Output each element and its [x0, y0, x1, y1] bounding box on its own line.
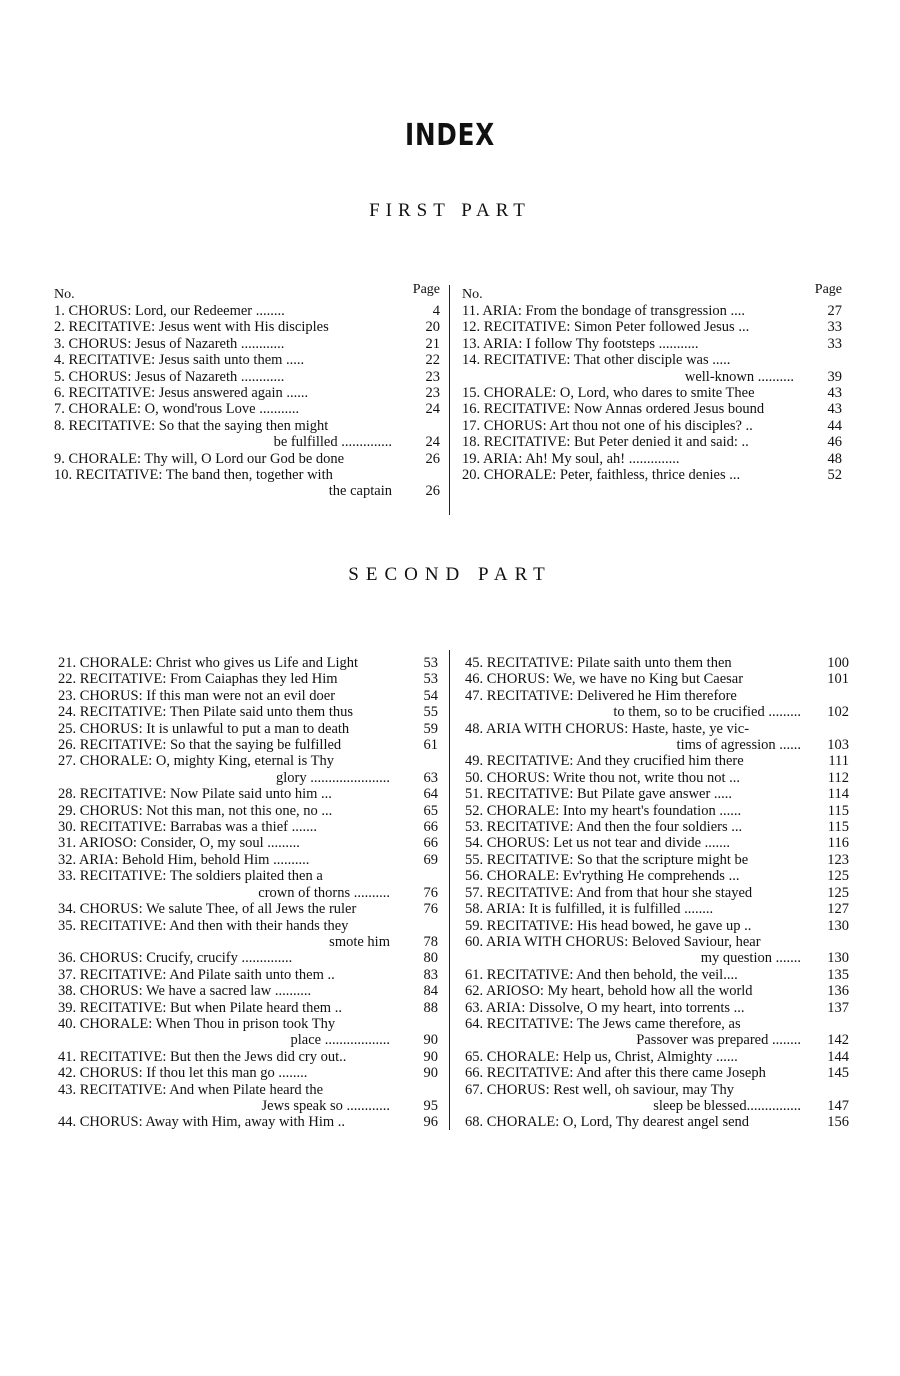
entry-title: 22. RECITATIVE: From Caiaphas they led Him	[58, 671, 338, 688]
entry-page-number: 66	[423, 835, 438, 852]
entry-title: 67. CHORUS: Rest well, oh saviour, may Thy	[465, 1081, 735, 1098]
entry-title: 9. CHORALE: Thy will, O Lord our God be done	[54, 450, 345, 467]
entry-page-number: 53	[423, 655, 438, 671]
index-entry	[462, 319, 842, 335]
entry-title: 5. CHORUS: Jesus of Nazareth ............	[54, 368, 285, 385]
index-entry	[58, 737, 438, 753]
index-entry	[58, 852, 438, 868]
entry-title: 37. RECITATIVE: And Pilate saith unto them ..	[58, 966, 335, 983]
entry-page-number: 103	[827, 737, 849, 754]
entry-title: 34. CHORUS: We salute Thee, of all Jews the ruler	[58, 901, 357, 918]
entry-page-number: 39	[827, 368, 842, 385]
index-entry	[465, 1114, 849, 1130]
entry-title: 68. CHORALE: O, Lord, Thy dearest angel send	[465, 1114, 750, 1131]
entry-title: 41. RECITATIVE: But then the Jews did cry out..	[58, 1048, 347, 1065]
entry-page-number: 80	[423, 950, 438, 967]
index-entry	[58, 1082, 438, 1115]
first-part-divider	[449, 285, 450, 515]
entry-title: 31. ARIOSO: Consider, O, my soul .........	[58, 835, 300, 852]
entry-page-number: 95	[423, 1097, 438, 1114]
index-entry	[54, 303, 440, 319]
entry-page-number: 127	[827, 901, 849, 918]
index-entry	[58, 688, 438, 704]
entry-title: 12. RECITATIVE: Simon Peter followed Jesus ...	[462, 319, 750, 336]
entry-page-number: 76	[423, 884, 438, 901]
entry-page-number: 21	[425, 335, 440, 352]
entry-title: 42. CHORUS: If thou let this man go ........	[58, 1065, 308, 1082]
entry-page-number: 102	[827, 704, 849, 721]
entry-title: 4. RECITATIVE: Jesus saith unto them .....	[54, 352, 305, 369]
entry-title: 39. RECITATIVE: But when Pilate heard them ..	[58, 999, 342, 1016]
entry-page-number: 136	[827, 983, 849, 1000]
entry-title: 53. RECITATIVE: And then the four soldiers ...	[465, 819, 743, 836]
entry-title: 24. RECITATIVE: Then Pilate said unto them thus	[58, 704, 353, 721]
index-entry	[465, 770, 849, 786]
entry-page-number: 26	[425, 450, 440, 467]
index-entry	[58, 819, 438, 835]
index-entry	[465, 671, 849, 687]
index-entry	[465, 967, 849, 983]
entry-page-number: 114	[827, 786, 849, 803]
entry-page-number: 84	[423, 983, 438, 1000]
index-entry	[465, 655, 849, 671]
entry-page-number: 69	[423, 851, 438, 868]
entry-page-number: 4	[432, 303, 440, 319]
entry-page-number: 135	[827, 966, 849, 983]
entry-page-number: 33	[827, 335, 842, 352]
entry-title-continuation: glory ......................	[276, 769, 390, 786]
entry-title: 23. CHORUS: If this man were not an evil doer	[58, 687, 336, 704]
entry-title: 55. RECITATIVE: So that the scripture might be	[465, 851, 749, 868]
index-entry	[54, 418, 440, 451]
index-entry	[58, 786, 438, 802]
entry-title: 57. RECITATIVE: And from that hour she stayed	[465, 884, 753, 901]
page-label: Page	[412, 282, 440, 297]
entry-title-continuation: be fulfilled ..............	[273, 434, 392, 451]
index-entry	[465, 885, 849, 901]
entry-page-number: 125	[827, 868, 849, 885]
entry-title: 36. CHORUS: Crucify, crucify ..............	[58, 950, 293, 967]
entry-title-continuation: my question .......	[700, 950, 801, 967]
index-entry	[465, 753, 849, 769]
entry-page-number: 147	[827, 1097, 849, 1114]
entry-page-number: 130	[827, 917, 849, 934]
index-entry	[54, 336, 440, 352]
entry-title: 21. CHORALE: Christ who gives us Life and Light	[58, 655, 359, 671]
entry-title: 33. RECITATIVE: The soldiers plaited then a	[58, 868, 323, 885]
page-label: Page	[814, 282, 842, 297]
entry-page-number: 115	[827, 802, 849, 819]
second-part-left-column	[58, 655, 438, 1131]
entry-title-continuation: the captain	[328, 483, 392, 500]
entry-title: 29. CHORUS: Not this man, not this one, no ...	[58, 802, 333, 819]
index-entry	[54, 401, 440, 417]
index-entry	[465, 688, 849, 721]
first-part-right-column	[462, 282, 842, 484]
index-entry	[54, 352, 440, 368]
index-entry	[58, 655, 438, 671]
entry-title: 18. RECITATIVE: But Peter denied it and said: ..	[462, 434, 749, 451]
entry-title: 44. CHORUS: Away with Him, away with Him ..	[58, 1114, 346, 1131]
entry-title: 3. CHORUS: Jesus of Nazareth ............	[54, 335, 285, 352]
entry-title-continuation: well-known ..........	[684, 368, 794, 385]
entry-title: 61. RECITATIVE: And then behold, the veil....	[465, 966, 738, 983]
index-entry	[462, 434, 842, 450]
entry-page-number: 65	[423, 802, 438, 819]
index-entry	[58, 1016, 438, 1049]
column-header	[462, 282, 842, 303]
entry-title: 13. ARIA: I follow Thy footsteps ...........	[462, 335, 699, 352]
first-part-left-column	[54, 282, 440, 500]
entry-page-number: 23	[425, 368, 440, 385]
entry-title: 16. RECITATIVE: Now Annas ordered Jesus bound	[462, 401, 765, 418]
index-entry	[465, 786, 849, 802]
index-entry	[462, 467, 842, 483]
entry-title-continuation: Jews speak so ............	[261, 1097, 390, 1114]
index-entry	[465, 983, 849, 999]
index-entry	[58, 983, 438, 999]
entry-title: 59. RECITATIVE: His head bowed, he gave up ..	[465, 917, 752, 934]
index-entry	[465, 901, 849, 917]
index-entry	[58, 835, 438, 851]
entry-title: 10. RECITATIVE: The band then, together with	[54, 467, 333, 484]
second-part-right-column	[465, 655, 849, 1131]
entry-page-number: 76	[423, 901, 438, 918]
index-entry	[58, 1000, 438, 1016]
index-entry	[58, 901, 438, 917]
index-entry	[465, 918, 849, 934]
entry-title: 56. CHORALE: Ev'rything He comprehends ...	[465, 868, 740, 885]
index-entry	[58, 918, 438, 951]
entry-title: 52. CHORALE: Into my heart's foundation ......	[465, 802, 742, 819]
entry-page-number: 88	[423, 999, 438, 1016]
entry-page-number: 123	[827, 851, 849, 868]
entry-title: 8. RECITATIVE: So that the saying then might	[54, 417, 329, 434]
entry-title: 64. RECITATIVE: The Jews came therefore, as	[465, 1015, 741, 1032]
index-entry	[465, 1016, 849, 1049]
entry-title-continuation: sleep be blessed...............	[653, 1097, 801, 1114]
entry-title: 26. RECITATIVE: So that the saying be fulfilled	[58, 737, 342, 754]
entry-title: 62. ARIOSO: My heart, behold how all the world	[465, 983, 753, 1000]
index-entry	[58, 704, 438, 720]
index-entry	[465, 852, 849, 868]
entry-page-number: 52	[827, 467, 842, 484]
entry-page-number: 53	[423, 671, 438, 688]
entry-title-continuation: tims of agression ......	[676, 737, 801, 754]
entry-page-number: 22	[425, 352, 440, 369]
entry-title: 2. RECITATIVE: Jesus went with His disciples	[54, 319, 329, 336]
entry-page-number: 156	[827, 1114, 849, 1131]
entry-page-number: 112	[827, 769, 849, 786]
no-label: No.	[54, 287, 75, 302]
entry-page-number: 101	[827, 671, 849, 688]
entry-title: 54. CHORUS: Let us not tear and divide .......	[465, 835, 731, 852]
entry-page-number: 83	[423, 966, 438, 983]
index-entry	[58, 1065, 438, 1081]
entry-page-number: 24	[425, 434, 440, 451]
entry-title: 60. ARIA WITH CHORUS: Beloved Saviour, hear	[465, 933, 761, 950]
entry-page-number: 145	[827, 1065, 849, 1082]
entry-title: 32. ARIA: Behold Him, behold Him ..........	[58, 851, 310, 868]
index-entry	[465, 803, 849, 819]
index-entry	[58, 950, 438, 966]
entry-page-number: 61	[423, 737, 438, 754]
entry-page-number: 137	[827, 999, 849, 1016]
entry-page-number: 54	[423, 687, 438, 704]
entry-title: 38. CHORUS: We have a sacred law ..........	[58, 983, 312, 1000]
index-entry	[465, 835, 849, 851]
entry-title: 27. CHORALE: O, mighty King, eternal is Thy	[58, 753, 335, 770]
entry-page-number: 55	[423, 704, 438, 721]
index-entry	[462, 385, 842, 401]
index-entry	[58, 967, 438, 983]
index-entry	[58, 1049, 438, 1065]
index-entry	[462, 303, 842, 319]
entry-title: 35. RECITATIVE: And then with their hands they	[58, 917, 349, 934]
index-entry	[54, 319, 440, 335]
index-entry	[465, 868, 849, 884]
entry-title: 43. RECITATIVE: And when Pilate heard the	[58, 1081, 324, 1098]
index-entry	[465, 819, 849, 835]
index-entry	[58, 671, 438, 687]
entry-page-number: 43	[827, 401, 842, 418]
entry-page-number: 90	[423, 1032, 438, 1049]
entry-title: 25. CHORUS: It is unlawful to put a man to death	[58, 720, 350, 737]
index-entry	[465, 1000, 849, 1016]
entry-page-number: 64	[423, 786, 438, 803]
entry-title: 6. RECITATIVE: Jesus answered again ......	[54, 385, 309, 402]
entry-title: 65. CHORALE: Help us, Christ, Almighty ......	[465, 1048, 738, 1065]
entry-page-number: 142	[827, 1032, 849, 1049]
entry-title: 1. CHORUS: Lord, our Redeemer ........	[54, 303, 285, 319]
entry-title-continuation: place ..................	[290, 1032, 390, 1049]
index-entry	[465, 934, 849, 967]
index-entry	[54, 385, 440, 401]
index-entry	[54, 467, 440, 500]
entry-page-number: 20	[425, 319, 440, 336]
entry-title-continuation: crown of thorns ..........	[258, 884, 390, 901]
entry-title: 17. CHORUS: Art thou not one of his disciples? ..	[462, 417, 753, 434]
entry-page-number: 144	[827, 1048, 849, 1065]
entry-title: 49. RECITATIVE: And they crucified him there	[465, 753, 744, 770]
entry-page-number: 24	[425, 401, 440, 418]
entry-page-number: 90	[423, 1048, 438, 1065]
entry-title: 40. CHORALE: When Thou in prison took Thy	[58, 1015, 336, 1032]
entry-title: 14. RECITATIVE: That other disciple was .....	[462, 352, 731, 369]
entry-page-number: 27	[827, 303, 842, 319]
entry-title: 47. RECITATIVE: Delivered he Him therefore	[465, 687, 737, 704]
index-entry	[462, 352, 842, 385]
entry-page-number: 46	[827, 434, 842, 451]
entry-page-number: 90	[423, 1065, 438, 1082]
index-entry	[58, 868, 438, 901]
entry-title: 7. CHORALE: O, wond'rous Love ...........	[54, 401, 300, 418]
entry-page-number: 100	[827, 655, 849, 671]
index-entry	[54, 369, 440, 385]
index-entry	[465, 1082, 849, 1115]
entry-page-number: 111	[828, 753, 849, 770]
entry-title-continuation: smote him	[329, 933, 390, 950]
entry-page-number: 33	[827, 319, 842, 336]
entry-page-number: 66	[423, 819, 438, 836]
entry-title-continuation: to them, so to be crucified .........	[613, 704, 801, 721]
entry-title: 28. RECITATIVE: Now Pilate said unto him ...	[58, 786, 332, 803]
index-entry	[58, 721, 438, 737]
entry-title: 63. ARIA: Dissolve, O my heart, into torrents ...	[465, 999, 745, 1016]
entry-title: 20. CHORALE: Peter, faithless, thrice denies ...	[462, 467, 741, 484]
entry-title-continuation: Passover was prepared ........	[636, 1032, 801, 1049]
entry-title: 50. CHORUS: Write thou not, write thou not ...	[465, 769, 741, 786]
entry-title: 11. ARIA: From the bondage of transgression ....	[462, 303, 745, 319]
entry-title: 51. RECITATIVE: But Pilate gave answer .....	[465, 786, 733, 803]
no-label: No.	[462, 287, 483, 302]
index-title: INDEX	[404, 118, 496, 153]
entry-page-number: 48	[827, 450, 842, 467]
entry-title: 45. RECITATIVE: Pilate saith unto them then	[465, 655, 732, 671]
entry-title: 58. ARIA: It is fulfilled, it is fulfilled ........	[465, 901, 714, 918]
entry-title: 15. CHORALE: O, Lord, who dares to smite Thee	[462, 385, 755, 402]
index-entry	[462, 336, 842, 352]
entry-title: 48. ARIA WITH CHORUS: Haste, haste, ye vic-	[465, 720, 750, 737]
index-entry	[58, 803, 438, 819]
second-part-heading: SECOND PART	[348, 564, 552, 585]
index-entry	[54, 451, 440, 467]
entry-page-number: 43	[827, 385, 842, 402]
index-entry	[465, 1049, 849, 1065]
entry-title: 19. ARIA: Ah! My soul, ah! ..............	[462, 450, 680, 467]
index-entry	[465, 721, 849, 754]
entry-page-number: 59	[423, 720, 438, 737]
second-part-divider	[449, 650, 450, 1130]
index-entry	[462, 451, 842, 467]
entry-page-number: 63	[423, 769, 438, 786]
entry-title: 30. RECITATIVE: Barrabas was a thief .......	[58, 819, 317, 836]
entry-page-number: 78	[423, 933, 438, 950]
column-header	[54, 282, 440, 303]
entry-title: 46. CHORUS: We, we have no King but Caesar	[465, 671, 744, 688]
index-entry	[58, 1114, 438, 1130]
entry-page-number: 44	[827, 417, 842, 434]
index-entry	[58, 753, 438, 786]
entry-page-number: 26	[425, 483, 440, 500]
first-part-heading: FIRST PART	[369, 200, 531, 221]
entry-page-number: 125	[827, 884, 849, 901]
entry-page-number: 116	[827, 835, 849, 852]
index-entry	[465, 1065, 849, 1081]
index-entry	[462, 401, 842, 417]
entry-page-number: 115	[827, 819, 849, 836]
entry-title: 66. RECITATIVE: And after this there came Joseph	[465, 1065, 766, 1082]
entry-page-number: 130	[827, 950, 849, 967]
index-entry	[462, 418, 842, 434]
entry-page-number: 96	[423, 1114, 438, 1131]
entry-page-number: 23	[425, 385, 440, 402]
